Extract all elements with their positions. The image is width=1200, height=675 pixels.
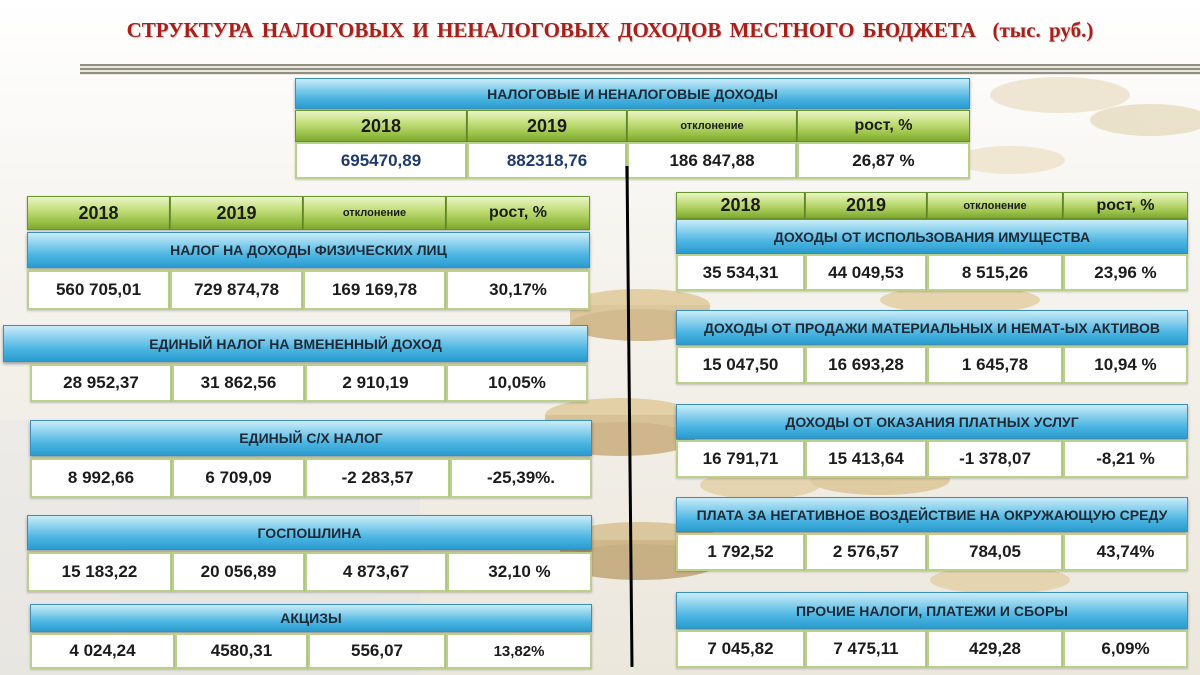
left-block-title: НАЛОГ НА ДОХОДЫ ФИЗИЧЕСКИХ ЛИЦ (27, 232, 590, 268)
value-deviation: -1 378,07 (927, 440, 1063, 478)
header-deviation: отклонение (927, 192, 1063, 219)
value-2019: 729 874,78 (170, 270, 303, 310)
value-deviation: 4 873,67 (305, 552, 447, 592)
title-text: СТРУКТУРА НАЛОГОВЫХ И НЕНАЛОГОВЫХ ДОХОДОВ МЕСТНОГО БЮДЖЕТА (126, 18, 976, 42)
summary-value-2018: 695470,89 (295, 142, 467, 179)
right-block-title: ПЛАТА ЗА НЕГАТИВНОЕ ВОЗДЕЙСТВИЕ НА ОКРУЖАЮЩУЮ СРЕДУ (676, 497, 1188, 532)
right-block-title: ДОХОДЫ ОТ ПРОДАЖИ МАТЕРИАЛЬНЫХ И НЕМАТ-ЫХ АКТИВОВ (676, 310, 1188, 345)
value-2019: 20 056,89 (172, 552, 305, 592)
value-growth: 10,94 % (1063, 346, 1188, 384)
value-growth: -8,21 % (1063, 440, 1188, 478)
right-block-values (676, 254, 1188, 291)
right-block-values (676, 533, 1188, 571)
left-block-values (30, 364, 588, 402)
value-2019: 44 049,53 (805, 254, 927, 291)
value-2018: 1 792,52 (676, 533, 805, 571)
header-2018: 2018 (676, 192, 805, 219)
title-unit: (тыс. руб.) (992, 18, 1094, 42)
right-block-values (676, 630, 1188, 668)
header-growth: рост, % (1063, 192, 1188, 219)
value-2018: 15 183,22 (27, 552, 172, 592)
right-block-values (676, 346, 1188, 384)
right-block-values (676, 440, 1188, 478)
value-growth: 23,96 % (1063, 254, 1188, 291)
value-deviation: 784,05 (927, 533, 1063, 571)
value-2019: 4580,31 (175, 633, 308, 669)
value-growth: 30,17% (446, 270, 590, 310)
value-2018: 8 992,66 (30, 458, 172, 498)
summary-value-2019: 882318,76 (467, 142, 627, 179)
left-block-values (30, 633, 592, 669)
right-block-title: ДОХОДЫ ОТ ИСПОЛЬЗОВАНИЯ ИМУЩЕСТВА (676, 219, 1188, 254)
value-2019: 16 693,28 (805, 346, 927, 384)
right-block-title: ПРОЧИЕ НАЛОГИ, ПЛАТЕЖИ И СБОРЫ (676, 592, 1188, 629)
header-2018: 2018 (295, 110, 467, 142)
header-2019: 2019 (805, 192, 927, 219)
left-block-values (30, 458, 592, 498)
left-block-title: ГОСПОШЛИНА (27, 515, 592, 550)
summary-title: НАЛОГОВЫЕ И НЕНАЛОГОВЫЕ ДОХОДЫ (295, 78, 970, 109)
value-growth: 13,82% (446, 633, 592, 669)
value-growth: 43,74% (1063, 533, 1188, 571)
left-block-title: ЕДИНЫЙ С/Х НАЛОГ (30, 420, 592, 456)
value-2018: 15 047,50 (676, 346, 805, 384)
header-2019: 2019 (170, 196, 303, 230)
value-deviation: -2 283,57 (305, 458, 450, 498)
summary-value-growth: 26,87 % (797, 142, 970, 179)
value-2018: 560 705,01 (27, 270, 170, 310)
value-2019: 6 709,09 (172, 458, 305, 498)
value-2018: 4 024,24 (30, 633, 175, 669)
value-deviation: 169 169,78 (303, 270, 446, 310)
right-header-row (676, 192, 1188, 219)
value-growth: -25,39%. (450, 458, 592, 498)
left-block-title: ЕДИНЫЙ НАЛОГ НА ВМЕНЕННЫЙ ДОХОД (3, 325, 588, 362)
value-deviation: 8 515,26 (927, 254, 1063, 291)
header-2019: 2019 (467, 110, 627, 142)
left-block-values (27, 270, 590, 310)
value-2019: 2 576,57 (805, 533, 927, 571)
right-block-title: ДОХОДЫ ОТ ОКАЗАНИЯ ПЛАТНЫХ УСЛУГ (676, 404, 1188, 439)
value-2018: 28 952,37 (30, 364, 172, 402)
value-deviation: 429,28 (927, 630, 1063, 668)
value-2018: 35 534,31 (676, 254, 805, 291)
value-2019: 31 862,56 (172, 364, 305, 402)
left-block-values (27, 552, 592, 592)
header-2018: 2018 (27, 196, 170, 230)
summary-header-row (295, 110, 970, 142)
value-growth: 10,05% (446, 364, 588, 402)
value-2019: 7 475,11 (805, 630, 927, 668)
header-deviation: отклонение (627, 110, 797, 142)
header-growth: рост, % (446, 196, 590, 230)
title-underline (80, 64, 1200, 75)
value-2019: 15 413,64 (805, 440, 927, 478)
value-growth: 32,10 % (447, 552, 592, 592)
value-growth: 6,09% (1063, 630, 1188, 668)
summary-value-deviation: 186 847,88 (627, 142, 797, 179)
slide-title (20, 18, 1200, 43)
summary-values-row (295, 142, 970, 179)
value-2018: 16 791,71 (676, 440, 805, 478)
value-2018: 7 045,82 (676, 630, 805, 668)
value-deviation: 556,07 (308, 633, 446, 669)
value-deviation: 1 645,78 (927, 346, 1063, 384)
left-block-title: АКЦИЗЫ (30, 604, 592, 632)
header-deviation: отклонение (303, 196, 446, 230)
left-header-row (27, 196, 590, 230)
value-deviation: 2 910,19 (305, 364, 446, 402)
header-growth: рост, % (797, 110, 970, 142)
